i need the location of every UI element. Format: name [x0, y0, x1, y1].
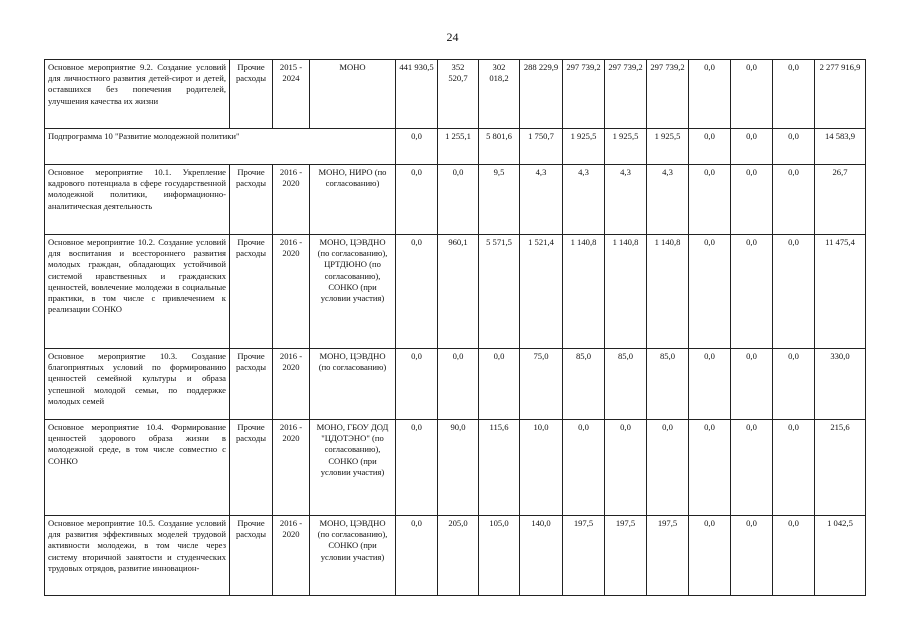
- year-value-cell: 0,0: [396, 516, 438, 596]
- year-value-cell: 288 229,9: [520, 60, 563, 129]
- year-value-cell: 0,0: [396, 129, 438, 165]
- year-value-cell: 960,1: [438, 235, 479, 349]
- expense-type-cell: Прочие расходы: [230, 516, 273, 596]
- total-value-cell: 215,6: [815, 420, 866, 516]
- year-value-cell: 0,0: [689, 60, 731, 129]
- year-value-cell: 0,0: [773, 516, 815, 596]
- year-value-cell: 197,5: [605, 516, 647, 596]
- year-value-cell: 1 521,4: [520, 235, 563, 349]
- year-value-cell: 105,0: [479, 516, 520, 596]
- year-value-cell: 0,0: [731, 235, 773, 349]
- executor-cell: МОНО, НИРО (по согласованию): [310, 165, 396, 235]
- total-value-cell: 11 475,4: [815, 235, 866, 349]
- year-value-cell: 5 801,6: [479, 129, 520, 165]
- year-value-cell: 0,0: [773, 420, 815, 516]
- year-value-cell: 85,0: [563, 349, 605, 420]
- year-value-cell: 0,0: [731, 420, 773, 516]
- year-value-cell: 140,0: [520, 516, 563, 596]
- year-value-cell: 1 925,5: [563, 129, 605, 165]
- table-row: [45, 165, 866, 235]
- measure-name-cell: Основное мероприятие 10.1. Укрепление кадрового потенциала в сфере государственной молодежной политики, информационно-аналитическая деятельность: [45, 165, 230, 235]
- expense-type-cell: Прочие расходы: [230, 349, 273, 420]
- year-value-cell: 0,0: [438, 349, 479, 420]
- year-value-cell: 1 140,8: [605, 235, 647, 349]
- year-value-cell: 5 571,5: [479, 235, 520, 349]
- year-value-cell: 197,5: [647, 516, 689, 596]
- executor-cell: МОНО: [310, 60, 396, 129]
- year-value-cell: 90,0: [438, 420, 479, 516]
- year-value-cell: 0,0: [731, 349, 773, 420]
- measure-name-cell: Основное мероприятие 10.3. Создание благоприятных условий по формированию ценностей семейной культуры и образа успешной молодой семьи, по поддержке молодых семей: [45, 349, 230, 420]
- measure-name-cell: Основное мероприятие 10.4. Формирование ценностей здорового образа жизни в молодежной среде, в том числе совместно с СОНКО: [45, 420, 230, 516]
- budget-table: [44, 59, 866, 596]
- year-value-cell: 0,0: [731, 516, 773, 596]
- executor-cell: МОНО, ЦЭВДНО (по согласованию), ЦРТДЮНО (по согласованию), СОНКО (при условии участия): [310, 235, 396, 349]
- year-value-cell: 75,0: [520, 349, 563, 420]
- expense-type-cell: Прочие расходы: [230, 235, 273, 349]
- year-value-cell: 0,0: [689, 235, 731, 349]
- year-value-cell: 0,0: [689, 516, 731, 596]
- year-value-cell: 0,0: [773, 349, 815, 420]
- year-value-cell: 197,5: [563, 516, 605, 596]
- measure-name-cell: Основное мероприятие 10.5. Создание условий для развития эффективных моделей трудовой активности молодежи, в том числе через систему вторичной занятости и студенческих трудовых отрядов, развитие инновацион-: [45, 516, 230, 596]
- year-value-cell: 0,0: [689, 349, 731, 420]
- year-value-cell: 0,0: [773, 60, 815, 129]
- executor-cell: МОНО, ЦЭВДНО (по согласованию), СОНКО (при условии участия): [310, 516, 396, 596]
- year-value-cell: 205,0: [438, 516, 479, 596]
- year-value-cell: 0,0: [396, 420, 438, 516]
- year-value-cell: 0,0: [773, 165, 815, 235]
- subprogram-name-cell: Подпрограмма 10 "Развитие молодежной политики": [45, 129, 396, 165]
- subprogram-row: [45, 129, 866, 165]
- period-cell: 2016 - 2020: [273, 235, 310, 349]
- year-value-cell: 0,0: [396, 165, 438, 235]
- table-row: [45, 60, 866, 129]
- total-value-cell: 2 277 916,9: [815, 60, 866, 129]
- year-value-cell: 4,3: [520, 165, 563, 235]
- year-value-cell: 9,5: [479, 165, 520, 235]
- period-cell: 2016 - 2020: [273, 165, 310, 235]
- measure-name-cell: Основное мероприятие 9.2. Создание условий для личностного развития детей-сирот и детей, оставшихся без попечения родителей, улучшения качества их жизни: [45, 60, 230, 129]
- year-value-cell: 0,0: [396, 235, 438, 349]
- executor-cell: МОНО, ЦЭВДНО (по согласованию): [310, 349, 396, 420]
- total-value-cell: 26,7: [815, 165, 866, 235]
- year-value-cell: 297 739,2: [647, 60, 689, 129]
- year-value-cell: 0,0: [563, 420, 605, 516]
- total-value-cell: 330,0: [815, 349, 866, 420]
- year-value-cell: 0,0: [731, 60, 773, 129]
- year-value-cell: 1 925,5: [605, 129, 647, 165]
- expense-type-cell: Прочие расходы: [230, 60, 273, 129]
- year-value-cell: 85,0: [605, 349, 647, 420]
- year-value-cell: 4,3: [647, 165, 689, 235]
- year-value-cell: 0,0: [773, 129, 815, 165]
- year-value-cell: 352 520,7: [438, 60, 479, 129]
- year-value-cell: 4,3: [563, 165, 605, 235]
- table-row: [45, 349, 866, 420]
- period-cell: 2015 - 2024: [273, 60, 310, 129]
- year-value-cell: 1 140,8: [647, 235, 689, 349]
- year-value-cell: 0,0: [731, 165, 773, 235]
- year-value-cell: 302 018,2: [479, 60, 520, 129]
- expense-type-cell: Прочие расходы: [230, 165, 273, 235]
- table-row: [45, 516, 866, 596]
- measure-name-cell: Основное мероприятие 10.2. Создание условий для воспитания и всестороннего развития молодых граждан, обладающих устойчивой системой нравственных и гражданских ценностей, вовлечение молодежи в социальные практики, в том числе с привлечением к реализации СОНКО: [45, 235, 230, 349]
- year-value-cell: 297 739,2: [563, 60, 605, 129]
- total-value-cell: 14 583,9: [815, 129, 866, 165]
- period-cell: 2016 - 2020: [273, 516, 310, 596]
- year-value-cell: 10,0: [520, 420, 563, 516]
- total-value-cell: 1 042,5: [815, 516, 866, 596]
- year-value-cell: 1 750,7: [520, 129, 563, 165]
- year-value-cell: 0,0: [647, 420, 689, 516]
- expense-type-cell: Прочие расходы: [230, 420, 273, 516]
- year-value-cell: 0,0: [689, 165, 731, 235]
- period-cell: 2016 - 2020: [273, 349, 310, 420]
- year-value-cell: 0,0: [689, 129, 731, 165]
- year-value-cell: 85,0: [647, 349, 689, 420]
- year-value-cell: 4,3: [605, 165, 647, 235]
- year-value-cell: 0,0: [605, 420, 647, 516]
- page-number: 24: [446, 30, 459, 44]
- executor-cell: МОНО, ГБОУ ДОД "ЦДОТЭНО" (по согласованию), СОНКО (при условии участия): [310, 420, 396, 516]
- year-value-cell: 0,0: [731, 129, 773, 165]
- table-row: [45, 420, 866, 516]
- table-row: [45, 235, 866, 349]
- year-value-cell: 1 925,5: [647, 129, 689, 165]
- year-value-cell: 0,0: [396, 349, 438, 420]
- period-cell: 2016 - 2020: [273, 420, 310, 516]
- year-value-cell: 0,0: [438, 165, 479, 235]
- year-value-cell: 441 930,5: [396, 60, 438, 129]
- year-value-cell: 0,0: [479, 349, 520, 420]
- year-value-cell: 1 255,1: [438, 129, 479, 165]
- year-value-cell: 297 739,2: [605, 60, 647, 129]
- year-value-cell: 115,6: [479, 420, 520, 516]
- year-value-cell: 1 140,8: [563, 235, 605, 349]
- year-value-cell: 0,0: [773, 235, 815, 349]
- year-value-cell: 0,0: [689, 420, 731, 516]
